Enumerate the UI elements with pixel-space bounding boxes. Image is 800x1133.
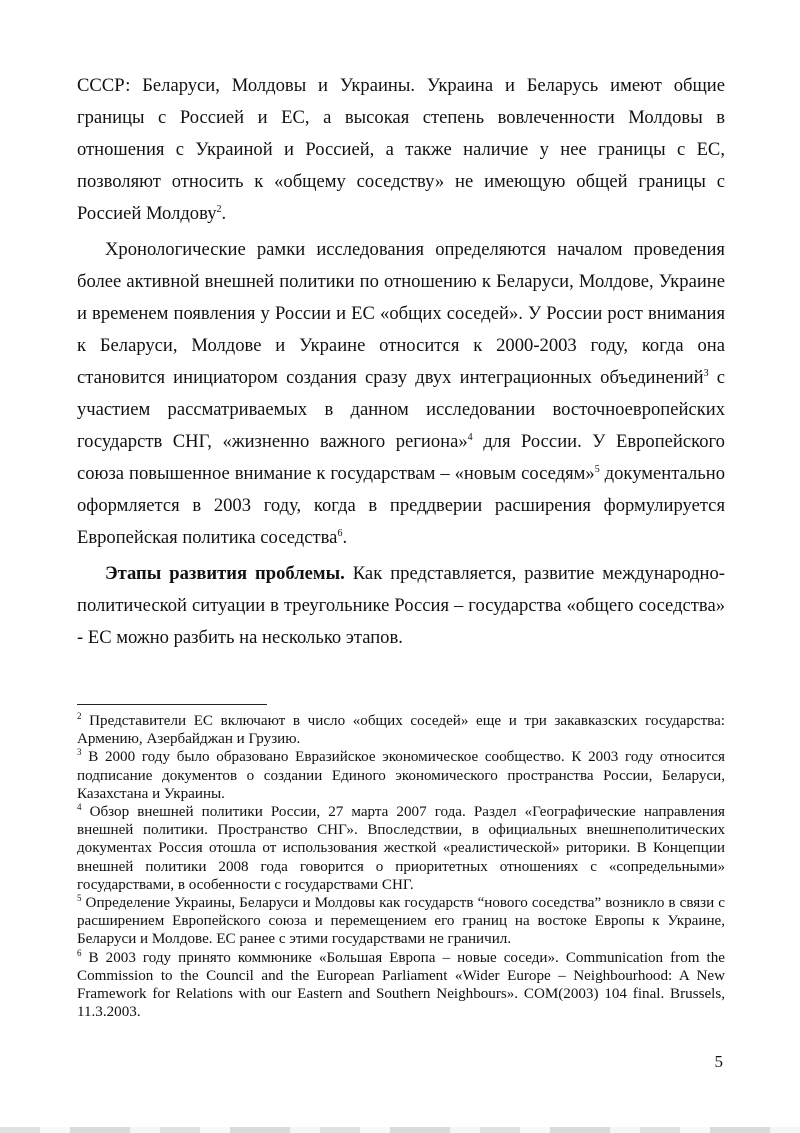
footnote-ref-2[interactable]: 2 bbox=[216, 203, 222, 215]
paragraph-1: СССР: Беларуси, Молдовы и Украины. Украина и Беларусь имеют общие границы с Россией и ЕС, а высокая степень вовлеченности Молдовы в отношения с Украиной и Россией, а также наличие у нее границы с ЕС, позволяют относить к «общему соседству» не имеющую общей границы с Россией Молдову$^2$. bbox=[77, 75, 725, 224]
paragraph-3: Этапы развития проблемы. Как представляется, развитие международно-политической ситуации в треугольнике Россия – государства «общего соседства» - ЕС можно разбить на несколько этапов. bbox=[77, 563, 725, 648]
footnote-ref-5[interactable]: 5 bbox=[594, 463, 600, 475]
paragraph-2: Хронологические рамки исследования определяются началом проведения более активной внешней политики по отношению к Беларуси, Молдове, Украине и временем появления у России и ЕС «общих соседей». У России рост внимания к Беларуси, Молдове и Украине относится к 2000-2003 году, когда она становится инициатором создания сразу двух интеграционных объединений$^3$ с участием рассматриваемых в данном исследовании восточноевропейских государств СНГ, «жизненно важного региона»$^4$ для России. У Европейского союза повышенное внимание к государствам – «новым соседям»$^5$ документально оформляется в 2003 году, когда в преддверии расширения формулируется Европейская политика соседства$^6$. bbox=[77, 239, 726, 548]
footnote-2: $^2$ Представители ЕС включают в число «общих соседей» еще и три закавказских государства: Армению, Азербайджан и Грузию. bbox=[77, 710, 725, 748]
footnote-separator bbox=[77, 704, 267, 705]
footnote-5: $^5$ Определение Украины, Беларуси и Молдовы как государств “нового соседства” возникло в связи с расширением Европейского союза и перемещением его границ на востоке Европы к Украине, Беларуси и Молдове. ЕС ранее с этими государствами не граничил. bbox=[77, 893, 725, 948]
footnote-ref-4[interactable]: 4 bbox=[467, 431, 473, 443]
scan-edge-artifact bbox=[0, 1127, 800, 1133]
footnote-ref-6[interactable]: 6 bbox=[337, 527, 343, 539]
footnote-ref-3[interactable]: 3 bbox=[703, 367, 709, 379]
section-heading-inline: Этапы развития проблемы. bbox=[105, 563, 345, 584]
footnote-3: $^3$ В 2000 году было образовано Евразийское экономическое сообщество. К 2003 году относится подписание документов о создании Единого экономического пространства России, Беларуси, Казахстана и Украины. bbox=[77, 747, 725, 802]
footnote-6: $^6$ В 2003 году принято коммюнике «Большая Европа – новые соседи». Communication from the Commission to the Council and the European Parliament «Wider Europe – Neighbourhood: A New Framework for Relations with our Eastern and Southern Neighbours». COM(2003) 104 final. Brussels, 11.3.2003. bbox=[77, 947, 725, 1021]
main-text bbox=[77, 70, 725, 654]
footnote-4: $^4$ Обзор внешней политики России, 27 марта 2007 года. Раздел «Географические направления внешней политики. Пространство СНГ». Впоследствии, в официальных внешнеполитических документах Россия отошла от использования жесткой «реалистической» риторики. В Концепции внешней политики 2008 года говорится о приоритетных отношениях с «сопредельными» государствами, в особенности с государствами СНГ. bbox=[77, 801, 725, 893]
footnotes bbox=[77, 712, 725, 1021]
page-number: 5 bbox=[714, 1052, 723, 1071]
